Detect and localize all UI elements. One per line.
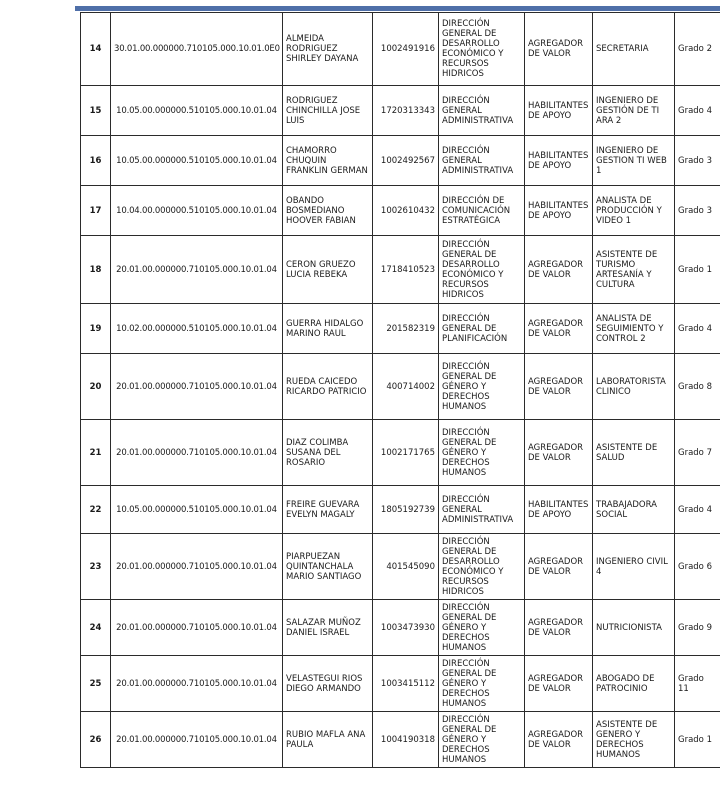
department-cell: DIRECCIÓN GENERAL DE GÉNERO Y DERECHOS HUMANOS — [439, 712, 525, 768]
budget-code-cell: 10.05.00.000000.510105.000.10.01.04 — [111, 86, 283, 136]
grade-cell: Grado 11 — [675, 656, 720, 712]
budget-code-cell: 20.01.00.000000.710105.000.10.01.04 — [111, 354, 283, 420]
position-title-cell: ABOGADO DE PATROCINIO — [593, 656, 675, 712]
row-number-cell: 22 — [81, 486, 111, 534]
position-title-cell: ASISTENTE DE TURISMO ARTESANÍA Y CULTURA — [593, 236, 675, 304]
document-top-border — [75, 6, 720, 11]
employee-name-cell: PIARPUEZAN QUINTANCHALA MARIO SANTIAGO — [283, 534, 373, 600]
table-row — [81, 86, 720, 136]
employee-name-cell: VELASTEGUI RIOS DIEGO ARMANDO — [283, 656, 373, 712]
position-title-cell: ASISTENTE DE GENERO Y DERECHOS HUMANOS — [593, 712, 675, 768]
budget-code-cell: 20.01.00.000000.710105.000.10.01.04 — [111, 236, 283, 304]
row-number-cell: 24 — [81, 600, 111, 656]
employee-name-cell: SALAZAR MUÑOZ DANIEL ISRAEL — [283, 600, 373, 656]
id-number-cell: 1718410523 — [373, 236, 439, 304]
row-number-cell: 18 — [81, 236, 111, 304]
employee-name-cell: FREIRE GUEVARA EVELYN MAGALY — [283, 486, 373, 534]
position-title-cell: INGENIERO DE GESTION TI WEB 1 — [593, 136, 675, 186]
budget-code-cell: 10.05.00.000000.510105.000.10.01.04 — [111, 136, 283, 186]
grade-cell: Grado 4 — [675, 86, 720, 136]
position-title-cell: NUTRICIONISTA — [593, 600, 675, 656]
position-title-cell: SECRETARIA — [593, 13, 675, 86]
position-title-cell: INGENIERO DE GESTIÓN DE TI ARA 2 — [593, 86, 675, 136]
row-number-cell: 19 — [81, 304, 111, 354]
grade-cell: Grado 1 — [675, 712, 720, 768]
budget-code-cell: 10.02.00.000000.510105.000.10.01.04 — [111, 304, 283, 354]
table-left-border — [80, 12, 81, 767]
budget-code-cell: 20.01.00.000000.710105.000.10.01.04 — [111, 712, 283, 768]
process-type-cell: AGREGADOR DE VALOR — [525, 420, 593, 486]
position-title-cell: ANALISTA DE SEGUIMIENTO Y CONTROL 2 — [593, 304, 675, 354]
table-row — [81, 656, 720, 712]
grade-cell: Grado 9 — [675, 600, 720, 656]
process-type-cell: AGREGADOR DE VALOR — [525, 354, 593, 420]
row-number-cell: 23 — [81, 534, 111, 600]
table-row — [81, 600, 720, 656]
department-cell: DIRECCIÓN GENERAL DE GÉNERO Y DERECHOS HUMANOS — [439, 656, 525, 712]
table-row — [81, 236, 720, 304]
position-title-cell: LABORATORISTA CLINICO — [593, 354, 675, 420]
table-row — [81, 13, 720, 86]
grade-cell: Grado 1 — [675, 236, 720, 304]
table-body — [81, 13, 720, 768]
grade-cell: Grado 8 — [675, 354, 720, 420]
process-type-cell: HABILITANTES DE APOYO — [525, 86, 593, 136]
department-cell: DIRECCIÓN GENERAL DE GÉNERO Y DERECHOS HUMANOS — [439, 420, 525, 486]
department-cell: DIRECCIÓN GENERAL ADMINISTRATIVA — [439, 136, 525, 186]
id-number-cell: 1003473930 — [373, 600, 439, 656]
grade-cell: Grado 7 — [675, 420, 720, 486]
process-type-cell: AGREGADOR DE VALOR — [525, 534, 593, 600]
row-number-cell: 20 — [81, 354, 111, 420]
process-type-cell: AGREGADOR DE VALOR — [525, 236, 593, 304]
row-number-cell: 26 — [81, 712, 111, 768]
grade-cell: Grado 4 — [675, 486, 720, 534]
id-number-cell: 1002171765 — [373, 420, 439, 486]
department-cell: DIRECCIÓN GENERAL DE PLANIFICACIÓN — [439, 304, 525, 354]
department-cell: DIRECCIÓN GENERAL DE GÉNERO Y DERECHOS HUMANOS — [439, 600, 525, 656]
id-number-cell: 1002491916 — [373, 13, 439, 86]
id-number-cell: 1003415112 — [373, 656, 439, 712]
employee-name-cell: DIAZ COLIMBA SUSANA DEL ROSARIO — [283, 420, 373, 486]
id-number-cell: 1805192739 — [373, 486, 439, 534]
position-title-cell: ANALISTA DE PRODUCCIÓN Y VIDEO 1 — [593, 186, 675, 236]
position-title-cell: ASISTENTE DE SALUD — [593, 420, 675, 486]
budget-code-cell: 20.01.00.000000.710105.000.10.01.04 — [111, 420, 283, 486]
employee-name-cell: GUERRA HIDALGO MARINO RAUL — [283, 304, 373, 354]
employee-name-cell: CHAMORRO CHUQUIN FRANKLIN GERMAN — [283, 136, 373, 186]
id-number-cell: 201582319 — [373, 304, 439, 354]
row-number-cell: 17 — [81, 186, 111, 236]
process-type-cell: AGREGADOR DE VALOR — [525, 600, 593, 656]
department-cell: DIRECCIÓN GENERAL DE GÉNERO Y DERECHOS HUMANOS — [439, 354, 525, 420]
employee-name-cell: RUBIO MAFLA ANA PAULA — [283, 712, 373, 768]
budget-code-cell: 10.05.00.000000.510105.000.10.01.04 — [111, 486, 283, 534]
table-row — [81, 304, 720, 354]
id-number-cell: 1004190318 — [373, 712, 439, 768]
employee-name-cell: RODRIGUEZ CHINCHILLA JOSE LUIS — [283, 86, 373, 136]
department-cell: DIRECCIÓN GENERAL ADMINISTRATIVA — [439, 486, 525, 534]
grade-cell: Grado 3 — [675, 186, 720, 236]
employee-name-cell: RUEDA CAICEDO RICARDO PATRICIO — [283, 354, 373, 420]
id-number-cell: 401545090 — [373, 534, 439, 600]
department-cell: DIRECCIÓN GENERAL DE DESARROLLO ECONÓMICO Y RECURSOS HIDRICOS — [439, 13, 525, 86]
budget-code-cell: 20.01.00.000000.710105.000.10.01.04 — [111, 534, 283, 600]
grade-cell: Grado 2 — [675, 13, 720, 86]
id-number-cell: 1720313343 — [373, 86, 439, 136]
process-type-cell: HABILITANTES DE APOYO — [525, 136, 593, 186]
table-row — [81, 354, 720, 420]
budget-code-cell: 30.01.00.000000.710105.000.10.01.0E0 — [111, 13, 283, 86]
employee-name-cell: CERON GRUEZO LUCIA REBEKA — [283, 236, 373, 304]
grade-cell: Grado 6 — [675, 534, 720, 600]
row-number-cell: 14 — [81, 13, 111, 86]
department-cell: DIRECCIÓN GENERAL DE DESARROLLO ECONÓMICO Y RECURSOS HIDRICOS — [439, 236, 525, 304]
id-number-cell: 400714002 — [373, 354, 439, 420]
employee-name-cell: ALMEIDA RODRIGUEZ SHIRLEY DAYANA — [283, 13, 373, 86]
table-row — [81, 486, 720, 534]
process-type-cell: AGREGADOR DE VALOR — [525, 656, 593, 712]
position-title-cell: INGENIERO CIVIL 4 — [593, 534, 675, 600]
table-row — [81, 712, 720, 768]
budget-code-cell: 20.01.00.000000.710105.000.10.01.04 — [111, 600, 283, 656]
process-type-cell: AGREGADOR DE VALOR — [525, 304, 593, 354]
id-number-cell: 1002610432 — [373, 186, 439, 236]
row-number-cell: 15 — [81, 86, 111, 136]
department-cell: DIRECCIÓN DE COMUNICACIÓN ESTRATÉGICA — [439, 186, 525, 236]
table-row — [81, 534, 720, 600]
position-title-cell: TRABAJADORA SOCIAL — [593, 486, 675, 534]
id-number-cell: 1002492567 — [373, 136, 439, 186]
personnel-table — [80, 12, 720, 768]
department-cell: DIRECCIÓN GENERAL DE DESARROLLO ECONÓMICO Y RECURSOS HIDRICOS — [439, 534, 525, 600]
process-type-cell: AGREGADOR DE VALOR — [525, 712, 593, 768]
employee-name-cell: OBANDO BOSMEDIANO HOOVER FABIAN — [283, 186, 373, 236]
process-type-cell: HABILITANTES DE APOYO — [525, 486, 593, 534]
row-number-cell: 16 — [81, 136, 111, 186]
table-row — [81, 186, 720, 236]
row-number-cell: 25 — [81, 656, 111, 712]
budget-code-cell: 10.04.00.000000.510105.000.10.01.04 — [111, 186, 283, 236]
process-type-cell: HABILITANTES DE APOYO — [525, 186, 593, 236]
table-row — [81, 420, 720, 486]
grade-cell: Grado 4 — [675, 304, 720, 354]
table-row — [81, 136, 720, 186]
row-number-cell: 21 — [81, 420, 111, 486]
process-type-cell: AGREGADOR DE VALOR — [525, 13, 593, 86]
budget-code-cell: 20.01.00.000000.710105.000.10.01.04 — [111, 656, 283, 712]
grade-cell: Grado 3 — [675, 136, 720, 186]
department-cell: DIRECCIÓN GENERAL ADMINISTRATIVA — [439, 86, 525, 136]
